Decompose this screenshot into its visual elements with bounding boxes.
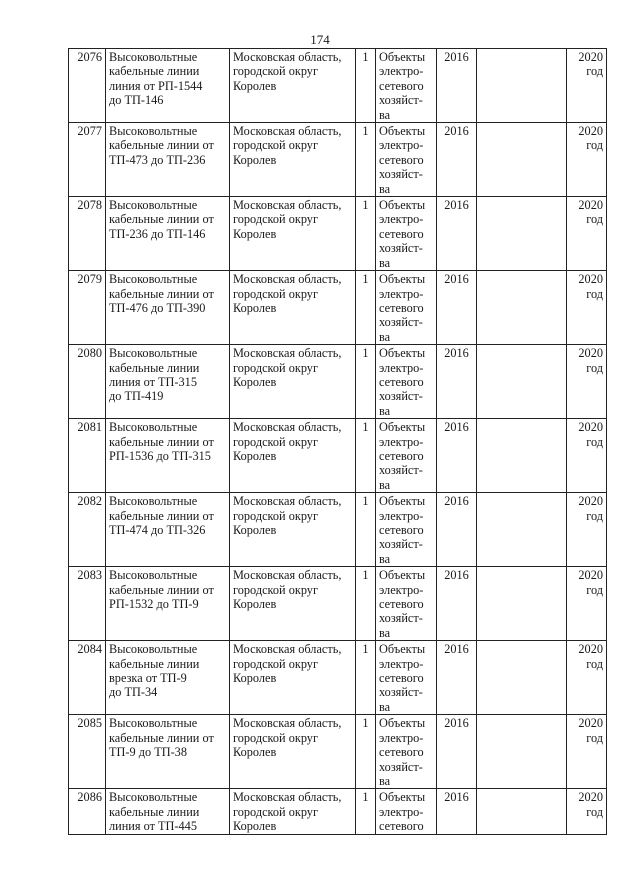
category-line: хозяйст- [379, 463, 423, 478]
location-line: Королев [233, 448, 277, 463]
category-line: сетевого [379, 226, 424, 241]
category-line: электро- [379, 360, 424, 375]
object-name-line: Высоковольтные [109, 198, 198, 213]
category-line: сетевого [379, 745, 424, 760]
end-year-line: 2020 [578, 272, 603, 287]
table-row [69, 789, 607, 834]
object-name-line: кабельные линии от [109, 508, 214, 523]
table-row [69, 641, 607, 715]
location-line: Королев [233, 300, 277, 315]
category-line: Объекты [379, 790, 426, 805]
end-year-line: 2020 [578, 420, 603, 435]
end-year-line: год [586, 508, 603, 523]
end-year-cell [567, 345, 607, 419]
location-line: городской округ [233, 138, 318, 153]
end-year-line: год [586, 582, 603, 597]
category-line: ва [379, 255, 391, 270]
category-line: ва [379, 551, 391, 566]
year: 2016 [444, 50, 469, 64]
category-line: ва [379, 699, 391, 714]
table-row [69, 271, 607, 345]
year-cell [437, 197, 477, 271]
year-cell [437, 123, 477, 197]
empty-cell [477, 641, 567, 715]
category-line: электро- [379, 212, 424, 227]
quantity: 1 [362, 346, 369, 361]
empty-cell [477, 715, 567, 789]
quantity: 1 [362, 642, 369, 657]
object-name-line: кабельные линии [109, 64, 200, 79]
location-line: городской округ [233, 360, 318, 375]
quantity-cell [356, 123, 376, 197]
row-number: 2077 [77, 124, 102, 139]
object-name-line: Высоковольтные [109, 716, 198, 731]
year-cell [437, 345, 477, 419]
row-number: 2082 [77, 494, 102, 509]
quantity: 1 [362, 124, 369, 139]
year: 2016 [444, 716, 469, 731]
end-year-cell [567, 123, 607, 197]
row-number-cell [69, 789, 106, 834]
row-number-cell [69, 271, 106, 345]
category-line: ва [379, 181, 391, 196]
object-name-line: кабельные линии от [109, 730, 214, 745]
category-line: ва [379, 107, 391, 122]
category-line: хозяйст- [379, 537, 423, 552]
end-year-line: 2020 [578, 716, 603, 731]
end-year-cell [567, 419, 607, 493]
year-cell [437, 271, 477, 345]
object-name-cell [106, 419, 230, 493]
category-line: электро- [379, 656, 424, 671]
empty-cell [477, 271, 567, 345]
location-line: Королев [233, 226, 277, 241]
category-line: Объекты [379, 272, 426, 287]
location-line: городской округ [233, 212, 318, 227]
row-number-cell [69, 419, 106, 493]
category-line: хозяйст- [379, 93, 423, 108]
location-line: городской округ [233, 730, 318, 745]
location-line: Московская область, [233, 346, 342, 361]
object-name-line: ТП-236 до ТП-146 [109, 226, 206, 241]
end-year-line: год [586, 804, 603, 819]
object-name-line: Высоковольтные [109, 568, 198, 583]
category-line: ва [379, 329, 391, 344]
category-line: сетевого [379, 300, 424, 315]
object-name-cell [106, 567, 230, 641]
object-name-line: Высоковольтные [109, 50, 198, 64]
location-cell [230, 419, 356, 493]
category-line: хозяйст- [379, 389, 423, 404]
row-number: 2078 [77, 198, 102, 213]
object-name-cell [106, 641, 230, 715]
location-line: Королев [233, 819, 277, 834]
object-name-line: врезка от ТП-9 [109, 671, 187, 686]
category-line: Объекты [379, 420, 426, 435]
object-name-line: РП-1532 до ТП-9 [109, 597, 199, 612]
row-number: 2086 [77, 790, 102, 805]
category-cell [376, 789, 437, 834]
year-cell [437, 567, 477, 641]
year-cell [437, 789, 477, 834]
category-line: Объекты [379, 716, 426, 731]
object-name-line: Высоковольтные [109, 642, 198, 657]
location-line: Королев [233, 374, 277, 389]
row-number: 2085 [77, 716, 102, 731]
category-cell [376, 641, 437, 715]
row-number-cell [69, 197, 106, 271]
row-number: 2083 [77, 568, 102, 583]
end-year-cell [567, 789, 607, 834]
category-line: ва [379, 625, 391, 640]
location-cell [230, 789, 356, 834]
category-line: электро- [379, 804, 424, 819]
table-row [69, 49, 607, 123]
end-year-cell [567, 715, 607, 789]
category-line: Объекты [379, 124, 426, 139]
location-line: городской округ [233, 434, 318, 449]
location-line: Московская область, [233, 124, 342, 139]
location-line: Королев [233, 597, 277, 612]
location-cell [230, 345, 356, 419]
location-line: городской округ [233, 64, 318, 79]
end-year-line: 2020 [578, 50, 603, 64]
location-line: Московская область, [233, 568, 342, 583]
row-number-cell [69, 641, 106, 715]
object-name-cell [106, 271, 230, 345]
location-line: Королев [233, 671, 277, 686]
object-name-line: до ТП-146 [109, 93, 164, 108]
row-number-cell [69, 567, 106, 641]
category-line: Объекты [379, 568, 426, 583]
object-name-line: Высоковольтные [109, 494, 198, 509]
category-cell [376, 123, 437, 197]
location-cell [230, 197, 356, 271]
object-name-line: линия от ТП-445 [109, 819, 197, 834]
end-year-cell [567, 197, 607, 271]
table-row [69, 197, 607, 271]
category-cell [376, 493, 437, 567]
quantity-cell [356, 49, 376, 123]
object-name-line: кабельные линии от [109, 212, 214, 227]
end-year-cell [567, 49, 607, 123]
quantity-cell [356, 419, 376, 493]
quantity: 1 [362, 272, 369, 287]
location-line: Московская область, [233, 50, 342, 64]
empty-cell [477, 789, 567, 834]
end-year-line: 2020 [578, 568, 603, 583]
location-line: Московская область, [233, 494, 342, 509]
year: 2016 [444, 346, 469, 361]
category-line: электро- [379, 64, 424, 79]
end-year-line: год [586, 64, 603, 79]
category-line: Объекты [379, 494, 426, 509]
location-line: городской округ [233, 508, 318, 523]
category-line: сетевого [379, 819, 424, 834]
category-line: сетевого [379, 671, 424, 686]
category-line: Объекты [379, 198, 426, 213]
object-name-line: Высоковольтные [109, 124, 198, 139]
category-cell [376, 345, 437, 419]
category-line: электро- [379, 286, 424, 301]
year: 2016 [444, 420, 469, 435]
object-name-line: кабельные линии от [109, 434, 214, 449]
category-line: хозяйст- [379, 167, 423, 182]
year: 2016 [444, 494, 469, 509]
category-line: ва [379, 477, 391, 492]
object-name-cell [106, 715, 230, 789]
location-line: Королев [233, 78, 277, 93]
location-cell [230, 567, 356, 641]
category-line: электро- [379, 730, 424, 745]
object-name-line: кабельные линии от [109, 582, 214, 597]
row-number-cell [69, 345, 106, 419]
table-row [69, 419, 607, 493]
end-year-line: 2020 [578, 124, 603, 139]
empty-cell [477, 123, 567, 197]
year-cell [437, 641, 477, 715]
quantity-cell [356, 715, 376, 789]
end-year-line: 2020 [578, 790, 603, 805]
end-year-line: год [586, 360, 603, 375]
object-name-line: кабельные линии [109, 656, 200, 671]
category-line: хозяйст- [379, 685, 423, 700]
year: 2016 [444, 568, 469, 583]
row-number-cell [69, 49, 106, 123]
end-year-line: 2020 [578, 346, 603, 361]
category-cell [376, 271, 437, 345]
row-number: 2076 [77, 50, 102, 64]
year: 2016 [444, 124, 469, 139]
end-year-cell [567, 493, 607, 567]
category-cell [376, 419, 437, 493]
category-line: электро- [379, 508, 424, 523]
location-line: Московская область, [233, 790, 342, 805]
category-line: сетевого [379, 448, 424, 463]
object-name-cell [106, 789, 230, 834]
category-line: ва [379, 403, 391, 418]
object-name-cell [106, 197, 230, 271]
empty-cell [477, 493, 567, 567]
year-cell [437, 419, 477, 493]
category-line: Объекты [379, 642, 426, 657]
category-cell [376, 567, 437, 641]
location-line: Королев [233, 745, 277, 760]
quantity-cell [356, 345, 376, 419]
location-cell [230, 271, 356, 345]
quantity-cell [356, 641, 376, 715]
year: 2016 [444, 790, 469, 805]
year: 2016 [444, 198, 469, 213]
object-name-cell [106, 493, 230, 567]
year-cell [437, 49, 477, 123]
category-line: хозяйст- [379, 611, 423, 626]
object-name-line: ТП-9 до ТП-38 [109, 745, 187, 760]
category-line: электро- [379, 582, 424, 597]
object-name-line: до ТП-419 [109, 389, 164, 404]
category-line: Объекты [379, 346, 426, 361]
object-name-line: Высоковольтные [109, 420, 198, 435]
empty-cell [477, 419, 567, 493]
end-year-cell [567, 641, 607, 715]
row-number: 2081 [77, 420, 102, 435]
object-name-line: кабельные линии от [109, 138, 214, 153]
end-year-cell [567, 567, 607, 641]
end-year-line: год [586, 212, 603, 227]
empty-cell [477, 567, 567, 641]
page-number: 174 [310, 32, 330, 47]
quantity: 1 [362, 420, 369, 435]
category-line: Объекты [379, 50, 426, 64]
category-line: хозяйст- [379, 241, 423, 256]
object-name-cell [106, 49, 230, 123]
location-cell [230, 123, 356, 197]
table-row [69, 493, 607, 567]
category-line: сетевого [379, 597, 424, 612]
row-number-cell [69, 493, 106, 567]
object-name-line: Высоковольтные [109, 272, 198, 287]
location-cell [230, 641, 356, 715]
empty-cell [477, 197, 567, 271]
quantity-cell [356, 789, 376, 834]
end-year-line: год [586, 656, 603, 671]
quantity-cell [356, 493, 376, 567]
quantity-cell [356, 567, 376, 641]
year: 2016 [444, 272, 469, 287]
object-name-line: РП-1536 до ТП-315 [109, 448, 211, 463]
location-cell [230, 715, 356, 789]
location-line: Королев [233, 523, 277, 537]
end-year-line: год [586, 434, 603, 449]
end-year-line: год [586, 730, 603, 745]
category-cell [376, 197, 437, 271]
category-line: сетевого [379, 152, 424, 167]
object-name-line: ТП-476 до ТП-390 [109, 300, 206, 315]
category-line: ва [379, 773, 391, 788]
year-cell [437, 715, 477, 789]
quantity: 1 [362, 716, 369, 731]
row-number: 2084 [77, 642, 102, 657]
category-line: сетевого [379, 374, 424, 389]
object-name-cell [106, 345, 230, 419]
object-name-line: линия от РП-1544 [109, 78, 203, 93]
quantity: 1 [362, 198, 369, 213]
object-name-line: кабельные линии от [109, 286, 214, 301]
table-row [69, 123, 607, 197]
table-row [69, 567, 607, 641]
object-name-line: линия от ТП-315 [109, 374, 197, 389]
category-line: сетевого [379, 78, 424, 93]
object-name-line: кабельные линии [109, 804, 200, 819]
object-name-line: до ТП-34 [109, 685, 158, 700]
object-name-line: Высоковольтные [109, 346, 198, 361]
quantity-cell [356, 271, 376, 345]
category-line: сетевого [379, 523, 424, 537]
category-line: электро- [379, 138, 424, 153]
object-name-line: ТП-473 до ТП-236 [109, 152, 206, 167]
end-year-line: год [586, 286, 603, 301]
end-year-line: год [586, 138, 603, 153]
end-year-cell [567, 271, 607, 345]
registry-table [68, 48, 607, 835]
quantity-cell [356, 197, 376, 271]
end-year-line: 2020 [578, 642, 603, 657]
object-name-cell [106, 123, 230, 197]
location-line: городской округ [233, 286, 318, 301]
category-cell [376, 715, 437, 789]
location-line: городской округ [233, 582, 318, 597]
year: 2016 [444, 642, 469, 657]
category-line: хозяйст- [379, 315, 423, 330]
category-cell [376, 49, 437, 123]
location-line: Московская область, [233, 272, 342, 287]
end-year-line: 2020 [578, 494, 603, 509]
object-name-line: кабельные линии [109, 360, 200, 375]
category-line: хозяйст- [379, 759, 423, 774]
empty-cell [477, 345, 567, 419]
location-line: Московская область, [233, 198, 342, 213]
row-number: 2079 [77, 272, 102, 287]
location-line: Московская область, [233, 642, 342, 657]
row-number-cell [69, 715, 106, 789]
location-line: Королев [233, 152, 277, 167]
table-body [69, 49, 607, 835]
table-row [69, 345, 607, 419]
end-year-line: 2020 [578, 198, 603, 213]
quantity: 1 [362, 568, 369, 583]
table-row [69, 715, 607, 789]
location-line: Московская область, [233, 716, 342, 731]
location-line: Московская область, [233, 420, 342, 435]
quantity: 1 [362, 494, 369, 509]
object-name-line: ТП-474 до ТП-326 [109, 523, 206, 537]
quantity: 1 [362, 790, 369, 805]
location-cell [230, 49, 356, 123]
category-line: электро- [379, 434, 424, 449]
location-cell [230, 493, 356, 567]
year-cell [437, 493, 477, 567]
location-line: городской округ [233, 804, 318, 819]
location-line: городской округ [233, 656, 318, 671]
quantity: 1 [362, 50, 369, 64]
object-name-line: Высоковольтные [109, 790, 198, 805]
row-number: 2080 [77, 346, 102, 361]
row-number-cell [69, 123, 106, 197]
empty-cell [477, 49, 567, 123]
